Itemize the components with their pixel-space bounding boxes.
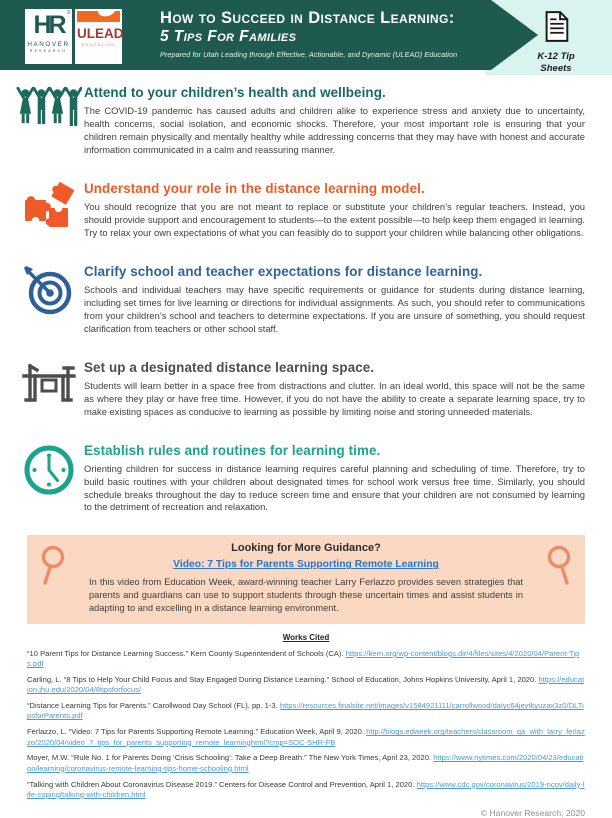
ulead-logo bbox=[75, 9, 122, 64]
citation-text: “10 Parent Tips for Distance Learning Success.” Kern County Superintendent of Schools (CA). bbox=[27, 648, 344, 658]
section-body: You should recognize that you are not meant to replace or substitute your children’s regular teachers. Instead, you should provide support and encouragement to students—to the extent possible—to help keep them engaged in learning. Try to relax your own expectations of what you can feasibly do to support your children while balancing other obligations. bbox=[84, 200, 585, 238]
section-content bbox=[84, 181, 585, 240]
citation-text: “Talking with Children About Coronavirus Disease 2019.” Centers for Disease Control and Prevention, April 1, 2020. bbox=[27, 779, 415, 789]
section-body: Students will learn better in a space free from distractions and clutter. In an ideal world, this space will not be the same as where they play or have free time. However, if you do not have the ability to create a separate learning space, try to make existing spaces as conducive to learning as possible by limiting noise and storing unneeded materials. bbox=[84, 379, 585, 417]
section-body: Orienting children for success in distance learning requires careful planning and scheduling of time. Therefore, try to build basic routines with your children about designated times for school work versus free time. Similarly, you should schedule breaks throughout the day to reduce screen time and ensure that your children are not consumed by learning to the detriment of recreation and relaxation. bbox=[84, 462, 585, 513]
citation-link[interactable]: https://education.jhu.edu/2020/04/8tipsforfocus/ bbox=[27, 675, 585, 695]
citation-link[interactable]: https://www.nytimes.com/2020/04/23/education/learning/coronavirus-remote-learning-tips-home-schooling.html bbox=[27, 753, 584, 773]
more-guidance-box bbox=[27, 535, 585, 623]
citation-link[interactable]: http://blogs.edweek.org/teachers/classroom_qa_with_larry_ferlazzo/2020/04/video_7_tips_for_parents_supporting_remote_learninghtml?cmp=SOC-SHR-FB bbox=[27, 727, 585, 747]
citation bbox=[27, 727, 585, 748]
puzzle-icon bbox=[14, 181, 84, 240]
target-icon bbox=[14, 264, 84, 336]
hanover-research-logo bbox=[25, 9, 72, 64]
badge-label-line2: Sheets bbox=[540, 62, 572, 74]
citation bbox=[27, 780, 585, 801]
hanover-logo-name: HANOVER bbox=[27, 41, 70, 48]
section-heading: Clarify school and teacher expectations for distance learning. bbox=[84, 263, 483, 279]
citation-text: “Distance Learning Tips for Parents.” Carollwood Day School (FL). pp. 1-3. bbox=[27, 701, 278, 711]
section-content bbox=[84, 360, 585, 419]
works-cited-heading: Works Cited bbox=[282, 632, 330, 642]
section-rules-routines bbox=[0, 443, 612, 515]
ulead-logo-subname: EDUCATION bbox=[81, 43, 116, 47]
citation-text: Ferlazzo, L. “Video: 7 Tips for Parents Supporting Remote Learning.” Education Week, April 9, 2020. bbox=[27, 727, 364, 737]
section-understand-role bbox=[0, 181, 612, 240]
citation bbox=[27, 701, 585, 722]
badge-label-line1: K-12 Tip bbox=[537, 51, 575, 62]
section-content bbox=[84, 264, 585, 336]
section-body: Schools and individual teachers may have specific requirements or guidance for students during distance learning, including set times for live learning or directions for individual assignments. As such, you should refer to communications from your children’s school and teachers to determine expectations. If you are unsure of something, you should request clarification from teachers or other school staff. bbox=[84, 283, 585, 334]
desk-icon bbox=[14, 360, 84, 419]
prepared-for-text: Prepared for Utah Leading through Effective, Actionable, and Dynamic (ULEAD) Education bbox=[160, 50, 458, 59]
guidance-body: In this video from Education Week, award-winning teacher Larry Ferlazzo provides seven strategies that parents and guardians can use to support students through these uncertain times and assist students in adapting to and excelling in a distance learning environment. bbox=[89, 577, 523, 614]
section-heading: Set up a designated distance learning space. bbox=[84, 359, 375, 375]
page-subtitle-line: 5 Tips For Families bbox=[160, 28, 297, 45]
citation-link[interactable]: https://kern.org/wp-content/blogs.dir/4/files/sites/4/2020/04/Parent-Tips.pdf bbox=[27, 648, 580, 669]
section-heading: Attend to your children’s health and wellbeing. bbox=[84, 85, 386, 100]
document-icon bbox=[543, 10, 570, 43]
section-content bbox=[84, 443, 585, 515]
section-clarify-expectations bbox=[0, 264, 612, 336]
citation bbox=[27, 649, 585, 670]
section-heading: Establish rules and routines for learning time. bbox=[84, 442, 381, 458]
clock-icon bbox=[14, 443, 84, 515]
section-health-wellbeing bbox=[0, 85, 612, 157]
page-title: How to Succeed in Distance Learning: bbox=[160, 9, 455, 27]
section-learning-space bbox=[0, 360, 612, 419]
citations-list bbox=[27, 649, 585, 800]
citation-link[interactable]: https://www.cdc.gov/coronavirus/2019-ncov/daily-life-coping/talking-with-children.html bbox=[27, 779, 585, 799]
video-tips-link[interactable]: Video: 7 Tips for Parents Supporting Remote Learning bbox=[173, 559, 439, 571]
k12-tip-sheets-badge bbox=[510, 10, 602, 74]
citation bbox=[27, 675, 585, 696]
section-content bbox=[84, 85, 585, 157]
section-heading: Understand your role in the distance learning model. bbox=[84, 180, 425, 196]
ulead-logo-band bbox=[77, 11, 120, 22]
guidance-heading: Looking for More Guidance? bbox=[231, 542, 381, 555]
copyright-text: © Hanover Research, 2020 bbox=[480, 808, 585, 818]
hanover-logo-mark: 3 bbox=[67, 10, 70, 16]
ulead-logo-name: ULEAD bbox=[77, 26, 124, 41]
badge-label bbox=[510, 51, 602, 74]
citation-text: Moyer, M.W. “Rule No. 1 for Parents Doing ‘Crisis Schooling’: Take a Deep Breath.” The New York Times, April 23, 2020. bbox=[27, 753, 432, 763]
logo-row bbox=[25, 9, 122, 64]
citation bbox=[27, 753, 585, 774]
header bbox=[0, 0, 612, 76]
title-block bbox=[160, 9, 457, 59]
family-icon bbox=[14, 85, 84, 157]
magnifier-icon bbox=[36, 544, 68, 586]
citation-link[interactable]: https://resources.finalsite.net/images/v1584921111/carrollwood/daiyc64jevtkyuzax3z0/DLTipsforParents.pdf bbox=[27, 701, 584, 721]
hanover-logo-letters: HR bbox=[33, 11, 64, 39]
hanover-logo-subname: RESEARCH bbox=[29, 49, 68, 53]
magnifier-icon bbox=[544, 544, 576, 586]
section-body: The COVID-19 pandemic has caused adults and children alike to experience stress and anxiety due to uncertainty, health concerns, social isolation, and economic shocks. Therefore, your most important role is ensuring that your children remain physically and mentally healthy while addressing concerns that they may have with honest and accurate information communicated in a calm and reassuring manner. bbox=[84, 105, 585, 155]
citation-text: Carling, L. “8 Tips to Help Your Child Focus and Stay Engaged During Distance Learning.” School of Education, Johns Hopkins University, April 1, 2020. bbox=[27, 675, 537, 685]
